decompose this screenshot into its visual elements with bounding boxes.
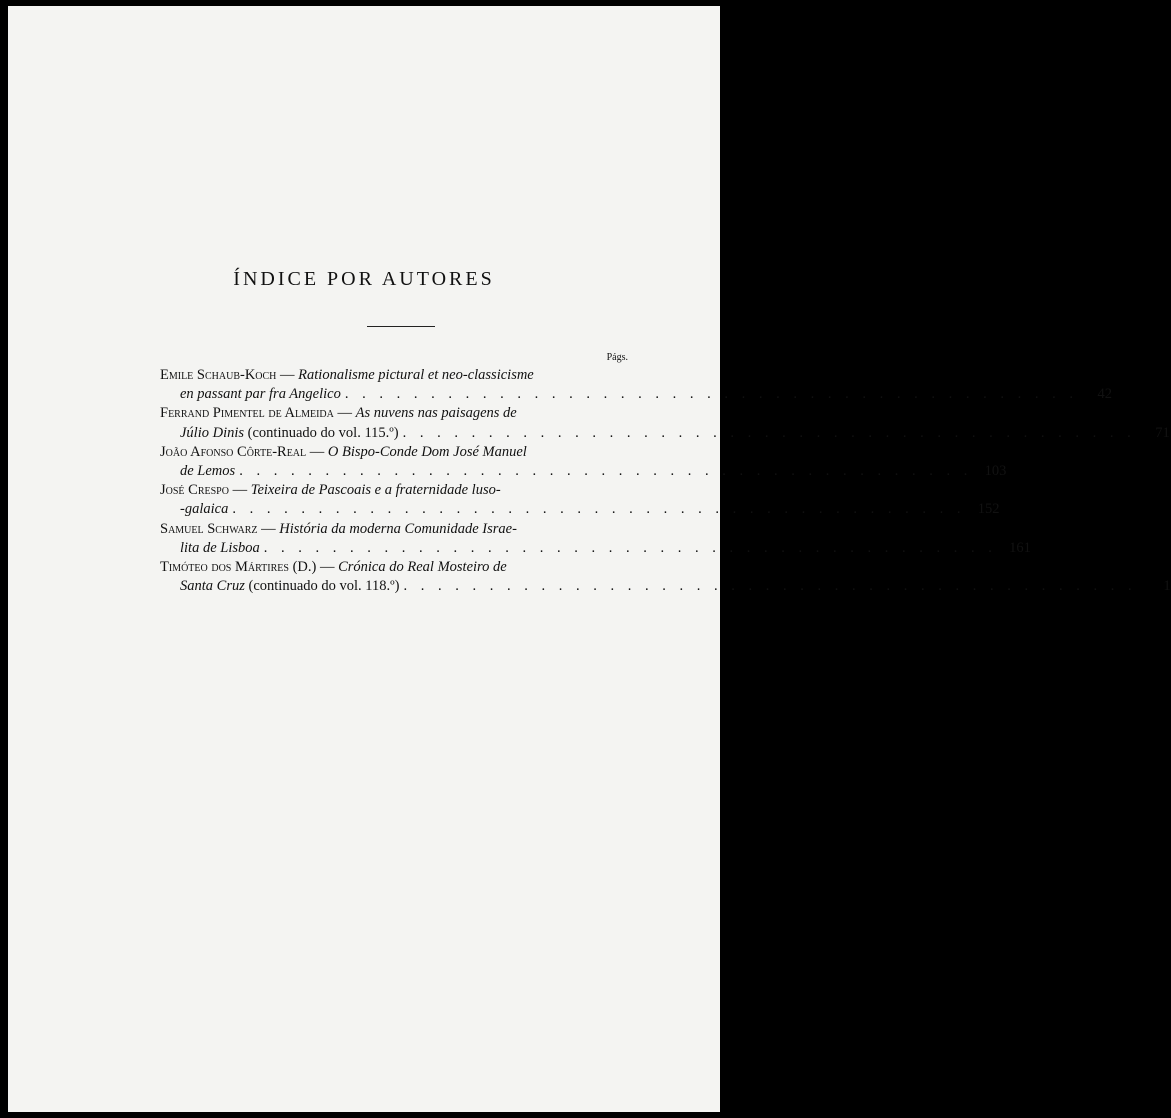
entry-line-1 [160, 366, 630, 385]
entry-title: Teixeira de Pascoais e a fraternidade luso- [250, 482, 501, 499]
entry-author: João Afonso Côrte-Real [160, 443, 307, 460]
entry-author: Ferrand Pimentel de Almeida [160, 405, 334, 422]
entry-title-continued: Júlio Dinis [180, 424, 245, 441]
entry-title: Crónica do Real Mosteiro de [338, 559, 507, 576]
entry-line-2 [160, 577, 1171, 596]
index-entry [160, 558, 1171, 596]
entry-separator: — [257, 520, 280, 537]
index-entry [160, 404, 1170, 442]
entry-title-continued: lita de Lisboa [180, 539, 260, 556]
page-title: ÍNDICE POR AUTORES [233, 268, 495, 290]
entry-separator: — [276, 367, 299, 383]
entry-line-1 [160, 481, 630, 500]
entry-page-number: 161 [1009, 539, 1031, 556]
entry-title: História da moderna Comunidade Israe- [279, 520, 517, 537]
index-entry [160, 481, 1000, 519]
entry-line-2 [160, 539, 1031, 558]
dot-leader: . . . . . . . . . . . . . . . . . . . . . . . . . . . . . . . . . . . . . . . . . . . [344, 386, 1078, 403]
document-page [8, 6, 1171, 1112]
entry-title-continued: -galaica [180, 501, 229, 518]
entry-page-number: 152 [977, 501, 1000, 518]
entry-line-2 [160, 462, 1007, 481]
entry-title: O Bispo-Conde Dom José Manuel [327, 443, 527, 460]
entry-line-1 [160, 558, 630, 577]
dot-leader: . . . . . . . . . . . . . . . . . . . . . . . . . . . . . . . . . . . . . . . . . . . [403, 578, 1137, 595]
entry-note: (continuado do vol. 118.º) [244, 578, 400, 595]
title-divider [367, 326, 435, 327]
index-entry [160, 443, 1007, 481]
entry-title-continued: Santa Cruz [180, 578, 245, 595]
index-entry [160, 520, 1031, 558]
entry-author: José Crespo [160, 482, 229, 499]
entry-line-2 [160, 500, 1000, 519]
entry-line-1 [160, 404, 630, 423]
entry-author: Timóteo dos Mártires (D.) [160, 559, 317, 576]
entry-page-number: 71 [1155, 424, 1170, 441]
dot-leader: . . . . . . . . . . . . . . . . . . . . . . . . . . . . . . . . . . . . . . . . . . . [263, 539, 997, 556]
entry-line-1 [160, 520, 630, 539]
dot-leader: . . . . . . . . . . . . . . . . . . . . . . . . . . . . . . . . . . . . . . . . . . . [232, 501, 966, 518]
entry-title: As nuvens nas paisagens de [355, 405, 517, 422]
entry-title: Rationalisme pictural et neo-classicisme [298, 367, 534, 383]
index-entries [160, 366, 1171, 596]
entry-title-continued: de Lemos [180, 463, 236, 480]
entry-separator: — [316, 559, 339, 576]
entry-separator: — [306, 443, 328, 460]
entry-line-1 [160, 443, 630, 462]
entry-page-number: 103 [984, 463, 1007, 480]
index-entry [160, 366, 1112, 404]
entry-page-number: 1 [1163, 578, 1171, 595]
dot-leader: . . . . . . . . . . . . . . . . . . . . . . . . . . . . . . . . . . . . . . . . . . . [239, 463, 973, 480]
entry-author: Samuel Schwarz [160, 520, 258, 537]
entry-line-2 [160, 385, 1112, 404]
entry-author: Emile Schaub-Koch [160, 367, 277, 383]
entry-page-number: 42 [1097, 386, 1112, 403]
entry-separator: — [333, 405, 356, 422]
dot-leader: . . . . . . . . . . . . . . . . . . . . . . . . . . . . . . . . . . . . . . . . . . . [402, 424, 1136, 441]
entry-separator: — [228, 482, 251, 499]
entry-note: (continuado do vol. 115.º) [244, 424, 399, 441]
entry-title-continued: en passant par fra Angelico [180, 386, 341, 403]
entry-line-2 [160, 424, 1170, 443]
pages-column-label: Págs. [606, 352, 628, 363]
